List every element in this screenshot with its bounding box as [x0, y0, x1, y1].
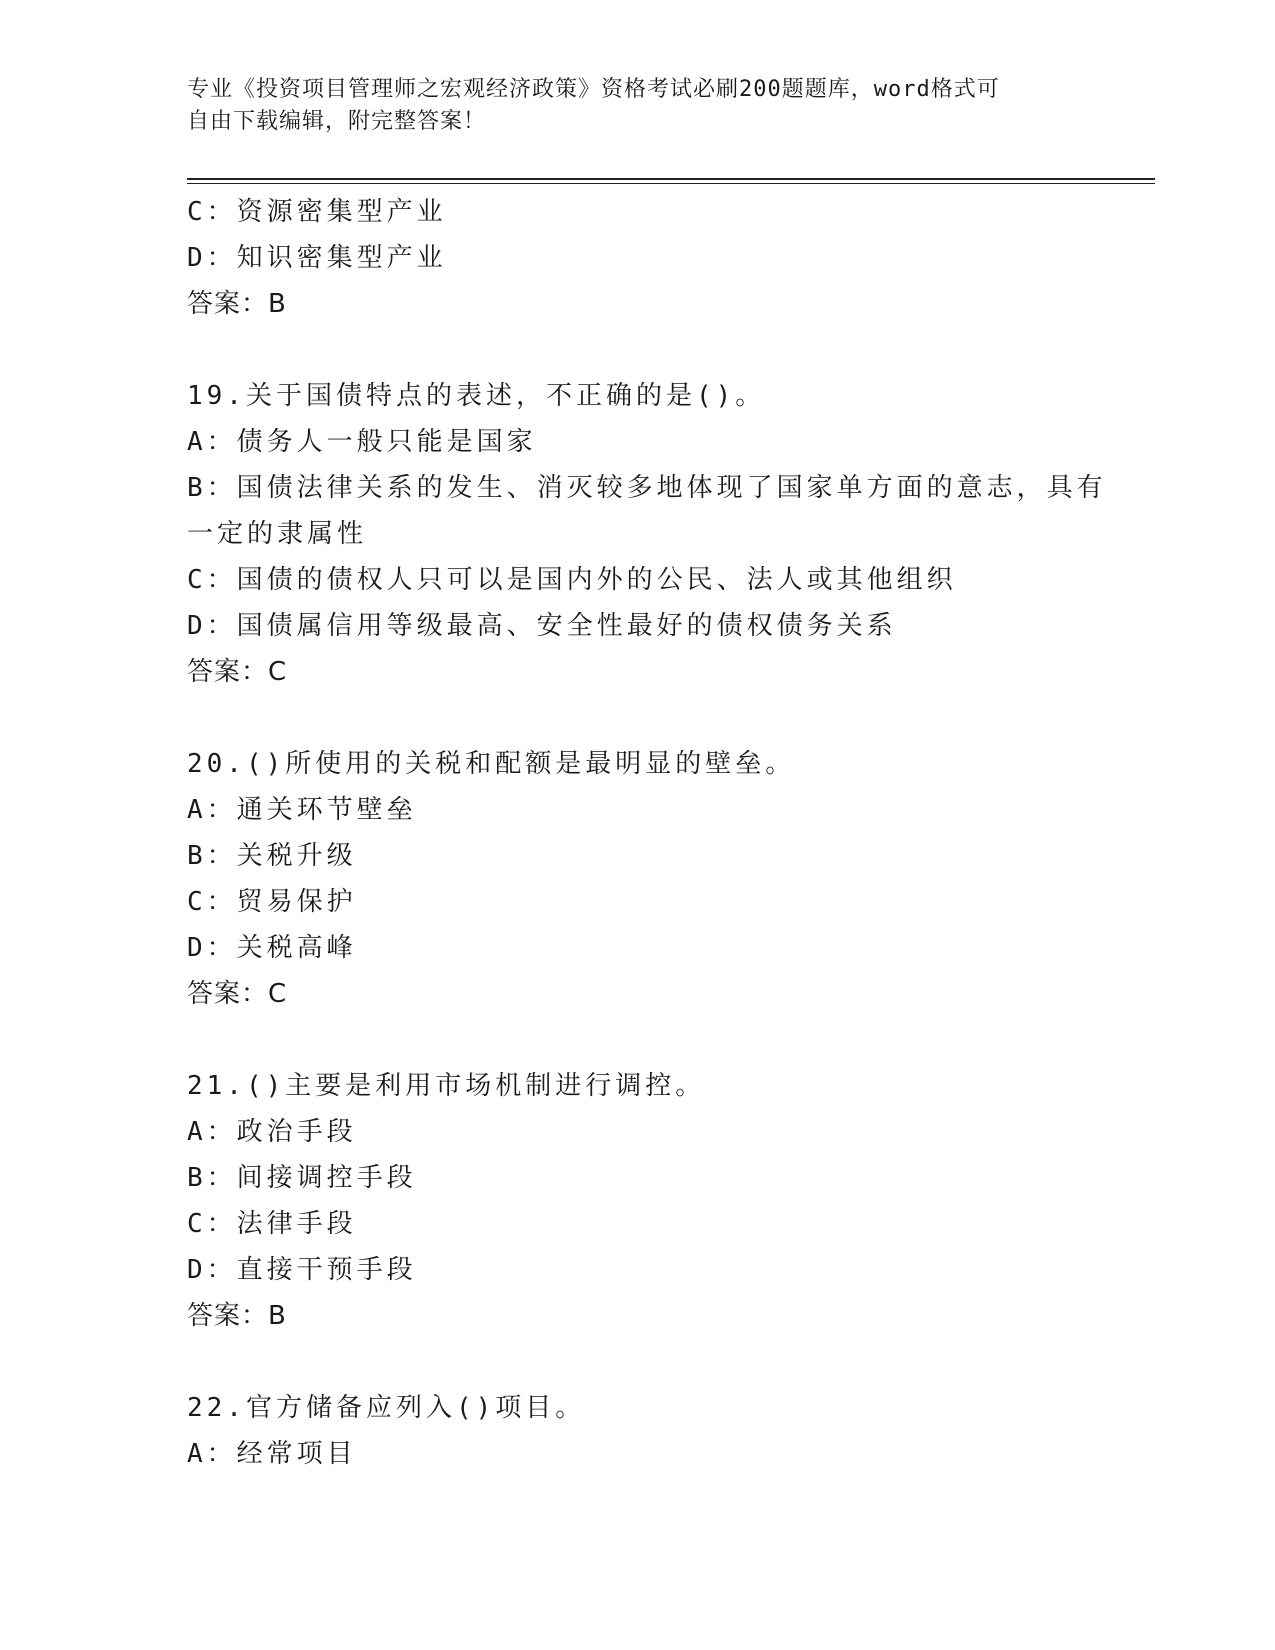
option-b: B：间接调控手段: [187, 1163, 417, 1193]
option-c: C：国债的债权人只可以是国内外的公民、法人或其他组织: [187, 565, 957, 595]
answer-line: 答案：C: [187, 657, 288, 687]
question-text: 19.关于国债特点的表述，不正确的是()。: [187, 381, 766, 411]
option-c: C：资源密集型产业: [187, 197, 447, 227]
option-d: D：知识密集型产业: [187, 243, 447, 273]
question-20: [187, 741, 1087, 1017]
option-a: A：债务人一般只能是国家: [187, 427, 537, 457]
option-a: A：通关环节壁垒: [187, 795, 417, 825]
question-list: [187, 189, 1107, 1477]
option-a: A：经常项目: [187, 1439, 357, 1469]
header-line-1: 专业《投资项目管理师之宏观经济政策》资格考试必刷200题题库，word格式可: [187, 77, 1000, 102]
option-c: C：法律手段: [187, 1209, 357, 1239]
option-c: C：贸易保护: [187, 887, 357, 917]
question-19: [187, 373, 1107, 695]
option-b: B：国债法律关系的发生、消灭较多地体现了国家单方面的意志，具有: [187, 473, 1107, 503]
question-text: 20.()所使用的关税和配额是最明显的壁垒。: [187, 749, 796, 779]
option-b-continued: 一定的隶属性: [187, 519, 368, 549]
page-header: [187, 74, 1067, 138]
option-b: B：关税升级: [187, 841, 357, 871]
spacer: [187, 327, 1087, 373]
option-d: D：直接干预手段: [187, 1255, 417, 1285]
header-rule-thick: [187, 178, 1155, 180]
question-text: 22.官方储备应列入()项目。: [187, 1393, 586, 1423]
answer-line: 答案：B: [187, 289, 287, 319]
header-line-2: 自由下载编辑，附完整答案！: [187, 109, 487, 134]
answer-line: 答案：C: [187, 979, 288, 1009]
question-text: 21.()主要是利用市场机制进行调控。: [187, 1071, 706, 1101]
option-d: D：国债属信用等级最高、安全性最好的债权债务关系: [187, 611, 897, 641]
spacer: [187, 695, 1087, 741]
answer-line: 答案：B: [187, 1301, 287, 1331]
spacer: [187, 1339, 1087, 1385]
question-21: [187, 1063, 1087, 1339]
spacer: [187, 1017, 1087, 1063]
option-d: D：关税高峰: [187, 933, 357, 963]
question-18-tail: [187, 189, 1087, 327]
option-a: A：政治手段: [187, 1117, 357, 1147]
question-22: [187, 1385, 1087, 1477]
header-rule-thin: [187, 183, 1155, 184]
